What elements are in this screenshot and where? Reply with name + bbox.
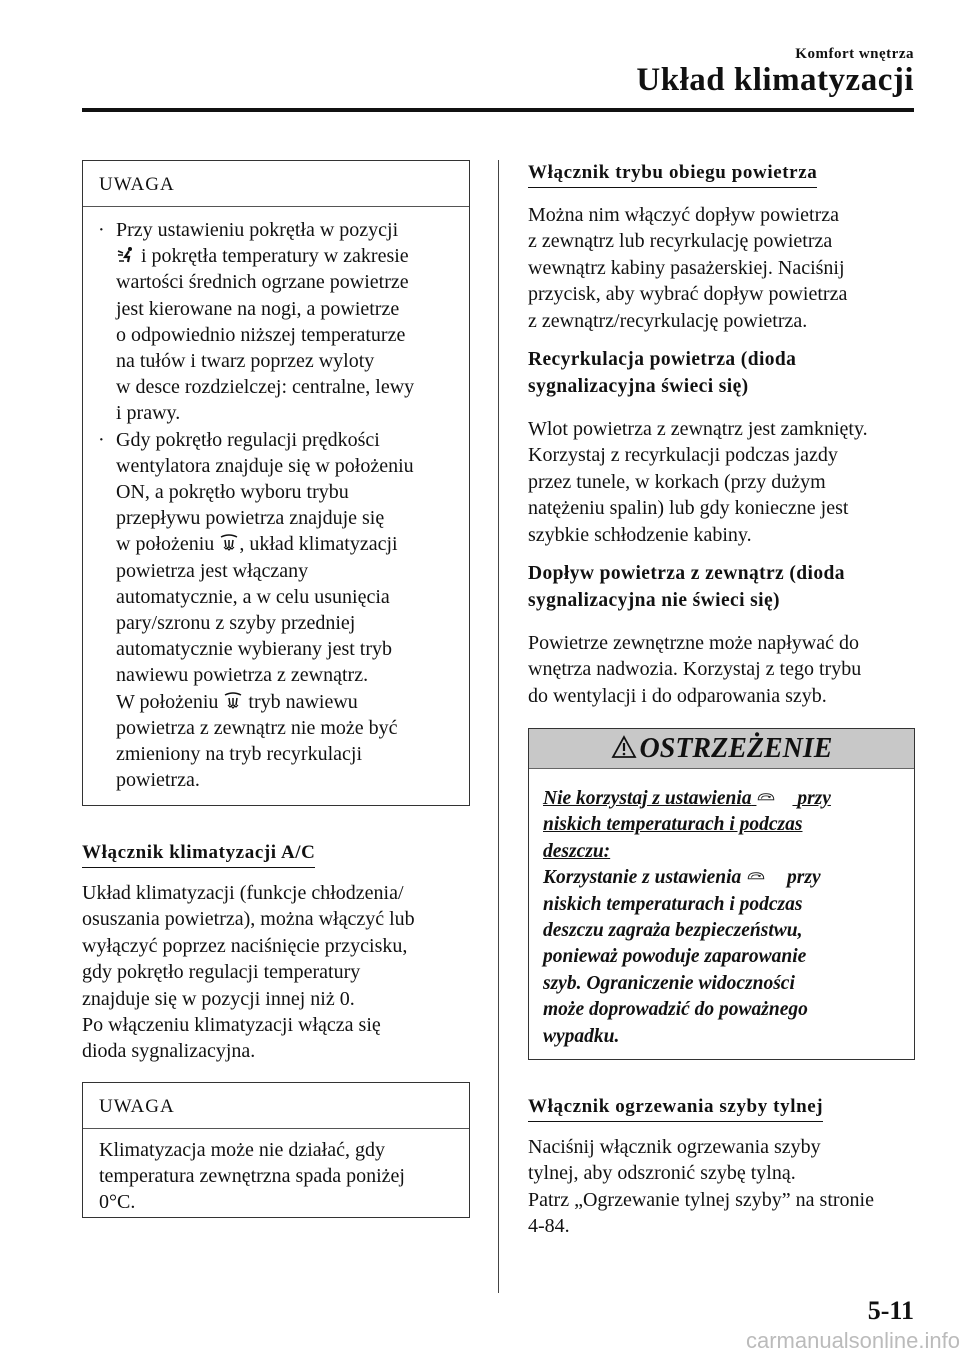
defrost-icon	[219, 534, 239, 552]
defrost-icon	[223, 692, 243, 710]
note-item-1: · Przy ustawieniu pokrętła w pozycji i pokrętła temperatury w zakresie wartości średnich ogrzane powietrze jest kierowane na nogi, a powietrze o odpowiednio niższej temperaturze na tułów i twarz poprzez wyloty w desce rozdzielczej: centralne, lewy i prawy.	[98, 219, 415, 425]
ac-paragraph: Układ klimatyzacji (funkcje chłodzenia/ osuszania powietrza), można włączyć lub wyłączyć poprzez naciśnięcie przycisku, gdy pokrętło regulacji temperatury znajduje się w pozycji innej niż 0. Po włączeniu klimatyzacji włącza się dioda sygnalizacyjna.	[82, 882, 415, 1063]
note-item-2: · Gdy pokrętło regulacji prędkości wentylatora znajduje się w położeniu ON, a pokrętło wyboru trybu przepływu powietrza znajduje się w położeniu , układ klimatyzacji powietrza jest włączany automatycznie, a w celu usunięcia pary/szronu z szyby przedniej automatycznie wybierany jest tryb nawiewu powietrza z zewnątrz. W położeniu tryb nawiewu powietrza z zewnątrz nie może być zmieniony na tryb recyrkulacji powietrza.	[98, 428, 414, 792]
recirculation-icon	[756, 788, 792, 806]
warning-title: OSTRZEŻENIE	[529, 729, 914, 769]
note-list	[83, 207, 469, 793]
section-heading-rear-defrost: Włącznik ogrzewania szyby tylnej	[528, 1096, 823, 1122]
watermark: carmanualsonline.info	[745, 1328, 960, 1353]
page-title: Układ klimatyzacji	[636, 62, 914, 98]
note-box-2	[82, 1082, 470, 1218]
subheading-recirculation: Recyrkulacja powietrza (dioda sygnalizacyjna świeci się)	[528, 349, 797, 397]
bullet: ·	[98, 428, 105, 451]
rear-defrost-paragraph: Naciśnij włącznik ogrzewania szyby tylnej, aby odszronić szybę tylną. Patrz „Ogrzewanie tylnej szyby” na stronie 4-84.	[528, 1136, 874, 1238]
note-heading: UWAGA	[83, 161, 469, 207]
page-number: 5-11	[867, 1296, 914, 1325]
subheading-outside-air: Dopływ powietrza z zewnątrz (dioda sygnalizacyjna nie świeci się)	[528, 563, 845, 611]
section-label: Komfort wnętrza	[795, 46, 914, 62]
note-heading: UWAGA	[83, 1083, 469, 1129]
warning-box	[528, 728, 915, 1060]
bullet: ·	[98, 219, 105, 241]
floor-face-vent-icon	[116, 246, 136, 264]
section-heading-recirc: Włącznik trybu obiegu powietrza	[528, 162, 817, 188]
note-box-1	[82, 160, 470, 806]
section-heading-ac: Włącznik klimatyzacji A/C	[82, 842, 315, 868]
outside-air-paragraph: Powietrze zewnętrzne może napływać do wnętrza nadwozia. Korzystaj z tego trybu do wentylacji i do odparowania szyb.	[528, 632, 862, 707]
recirc-paragraph: Można nim włączyć dopływ powietrza z zewnątrz lub recyrkulację powietrza wewnątrz kabiny pasażerskiej. Naciśnij przycisk, aby wybrać dopływ powietrza z zewnątrz/recyrkulację powietrza.	[528, 204, 848, 332]
note-text: Klimatyzacja może nie działać, gdy temperatura zewnętrzna spada poniżej 0°C.	[99, 1139, 405, 1213]
recirculation-paragraph: Wlot powietrza z zewnątrz jest zamknięty. Korzystaj z recyrkulacji podczas jazdy przez tunele, w korkach (przy dużym natężeniu spalin) lub gdy konieczne jest szybkie schłodzenie kabiny.	[528, 418, 868, 546]
warning-body: Nie korzystaj z ustawienia przy niskich temperaturach i podczas deszczu: Korzystanie z ustawienia przy niskich temperaturach i podczas deszczu zagraża bezpieczeństwu, ponieważ powoduje zaparowanie szyb. Ograniczenie widoczności może doprowadzić do poważnego wypadku.	[543, 788, 831, 1047]
column-divider	[498, 160, 499, 1293]
recirculation-icon	[746, 867, 782, 885]
warning-triangle-icon	[611, 731, 637, 755]
header-rule	[82, 108, 914, 112]
